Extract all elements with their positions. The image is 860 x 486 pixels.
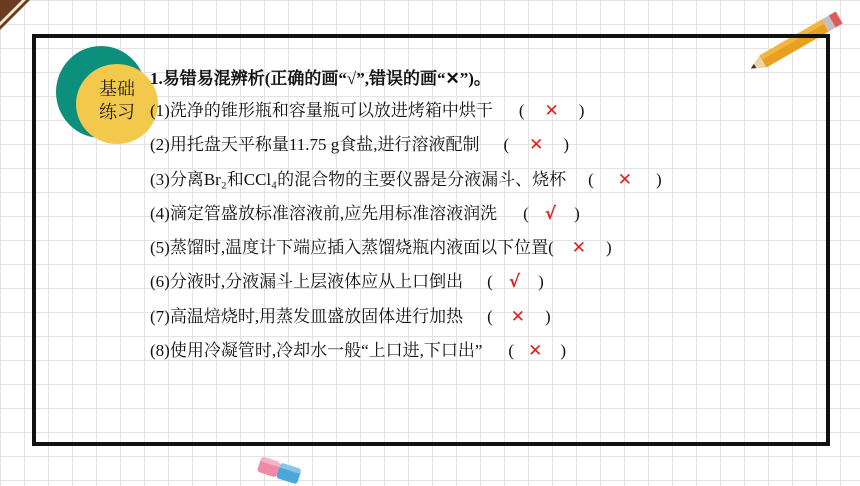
exercise-item <box>150 265 790 299</box>
item-text: (3)分离Br₂和CCl₄的混合物的主要仪器是分液漏斗、烧杯 <box>150 169 567 189</box>
answer-cross-mark: ✕ <box>617 169 632 190</box>
item-text: (1)洗净的锥形瓶和容量瓶可以放进烤箱中烘干 <box>150 101 493 120</box>
answer-cross-mark: ✕ <box>510 306 525 327</box>
answer-cross-mark: ✕ <box>528 341 543 362</box>
item-text: (8)使用冷凝管时,冷却水一般“上口进,下口出” <box>150 341 483 361</box>
exercise-list <box>150 64 790 368</box>
exercise-item <box>150 94 790 128</box>
book-corner-icon <box>0 0 30 30</box>
bracket-close: ) <box>656 169 662 189</box>
bracket-open: ( <box>503 135 510 155</box>
answer-cross-mark: ✕ <box>544 101 559 121</box>
exercise-item <box>150 128 790 162</box>
bracket-open: ( <box>588 169 594 189</box>
exercise-item <box>150 300 790 334</box>
exercise-heading: 1.易错易混辨析(正确的画“√”,错误的画“✕”)。 <box>150 69 491 88</box>
bracket-close: ) <box>606 238 612 258</box>
bracket-close: ) <box>538 272 544 292</box>
item-text: (7)高温焙烧时,用蒸发皿盛放固体进行加热 <box>150 306 464 326</box>
bracket-open: ( <box>487 306 493 326</box>
bracket-open: ( <box>523 203 529 223</box>
bracket-close: ) <box>560 341 567 361</box>
exercise-item <box>150 197 790 231</box>
answer-cross-mark: ✕ <box>529 135 544 156</box>
bracket-close: ) <box>574 203 580 223</box>
bracket-open: ( <box>548 238 554 258</box>
eraser-icon <box>252 456 304 486</box>
exercise-item <box>150 334 790 368</box>
badge-label <box>76 78 158 124</box>
exercise-item <box>150 163 790 197</box>
item-text: (5)蒸馏时,温度计下端应插入蒸馏烧瓶内液面以下位置 <box>150 238 549 258</box>
badge-line2: 练习 <box>99 102 135 123</box>
exercise-item <box>150 231 790 265</box>
bracket-open: ( <box>487 272 493 292</box>
answer-cross-mark: ✕ <box>571 238 586 259</box>
item-text: (2)用托盘天平称量11.75 g食盐,进行溶液配制 <box>150 135 480 155</box>
answer-check-mark: √ <box>508 272 521 293</box>
badge-line1: 基础 <box>99 79 135 100</box>
item-text: (4)滴定管盛放标准溶液前,应先用标准溶液润洗 <box>150 203 498 223</box>
bracket-open: ( <box>518 101 525 120</box>
bracket-close: ) <box>578 101 585 120</box>
bracket-close: ) <box>545 306 551 326</box>
answer-check-mark: √ <box>544 203 557 224</box>
item-text: (6)分液时,分液漏斗上层液体应从上口倒出 <box>150 272 464 292</box>
bracket-close: ) <box>563 135 570 155</box>
bracket-open: ( <box>508 341 515 361</box>
